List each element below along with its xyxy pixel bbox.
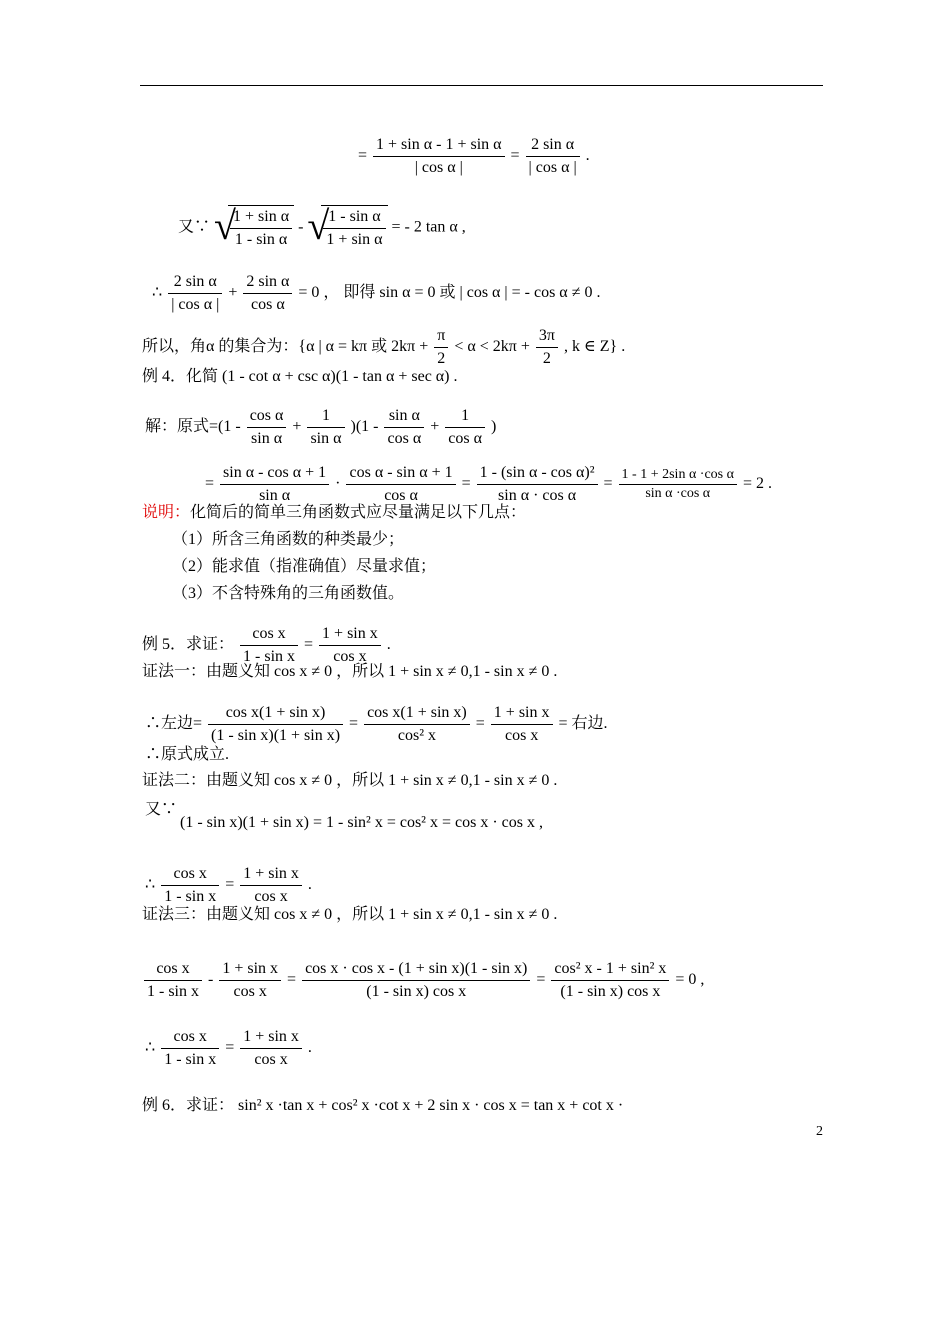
numerator: 1 + sin x <box>319 623 381 646</box>
denominator: cos α <box>251 296 285 313</box>
proof-2-equation: (1 - sin x)(1 + sin x) = 1 - sin² x = cos² x = cos x · cos x , <box>180 814 543 831</box>
square-root: √ $\frac{\text{1 - sin α}}{\text{1 + sin α}}$ <box>307 205 387 251</box>
text: ∴左边= <box>145 715 203 733</box>
denominator: cos α <box>387 430 422 447</box>
denominator: 1 - sin α <box>234 231 288 248</box>
denominator: cos x <box>233 983 267 1000</box>
fraction <box>346 462 455 507</box>
proof-1-intro: 证法一：由题义知 cos x ≠ 0 ，所以 1 + sin x ≠ 0,1 - sin x ≠ 0 . <box>142 663 558 680</box>
denominator: cos² x <box>397 727 436 744</box>
denominator: 2 <box>542 350 551 367</box>
text: · <box>335 475 341 493</box>
fraction <box>323 206 385 251</box>
denominator: cos x <box>504 727 539 744</box>
fraction <box>243 271 292 316</box>
denominator: | cos α | <box>414 159 463 176</box>
numerator: 1 - 1 + 2sin α ·cos α <box>619 466 737 485</box>
text: 例 5．求证： <box>142 636 235 654</box>
denominator: cos x <box>333 648 367 665</box>
numerator: 1 + sin x <box>219 958 281 981</box>
fraction <box>302 958 530 1003</box>
numerator: 1 <box>445 405 485 428</box>
note-label: 说明： <box>142 504 191 521</box>
fraction <box>526 134 580 179</box>
equation-line-16 <box>142 958 704 1003</box>
text: = <box>287 971 297 989</box>
text: = <box>603 475 613 493</box>
text: = 0 ， 即得 sin α = 0 或 | cos α | = - cos α ≠ 0 . <box>298 284 601 302</box>
numerator: 2 sin α <box>168 271 222 294</box>
text: < α < 2kπ + <box>454 338 530 356</box>
numerator: 1 + sin x <box>240 1026 302 1049</box>
text: = <box>358 147 368 165</box>
numerator: 1 - sin α <box>323 206 385 229</box>
text: . <box>307 876 312 894</box>
fraction <box>445 405 485 450</box>
text: ∴ <box>145 1039 156 1057</box>
fraction <box>208 702 343 747</box>
text: 所以，角α 的集合为：{α | α = kπ 或 2kπ + <box>142 338 429 356</box>
text: ∴ <box>145 876 156 894</box>
denominator: (1 - sin x) cos x <box>366 983 467 1000</box>
proof-1-conclusion: ∴原式成立. <box>145 746 230 763</box>
text: + <box>228 284 238 302</box>
text: = <box>536 971 546 989</box>
text: = 2 . <box>742 475 772 493</box>
equation-line-6 <box>145 405 496 450</box>
numerator: cos² x - 1 + sin² x <box>551 958 669 981</box>
numerator: cos α - sin α + 1 <box>346 462 455 485</box>
denominator: sin α ·cos α <box>645 486 711 501</box>
text: . <box>585 147 590 165</box>
fraction <box>364 702 470 747</box>
note-item-2: （2）能求值（指准确值）尽量求值； <box>172 558 437 575</box>
numerator: 1 + sin α <box>230 206 292 229</box>
denominator: 1 - sin x <box>243 648 296 665</box>
numerator: cos x <box>240 623 298 646</box>
text: = <box>225 1039 235 1057</box>
numerator: 1 + sin α - 1 + sin α <box>373 134 504 157</box>
text: = <box>349 715 359 733</box>
text: + <box>292 418 302 436</box>
fraction <box>384 405 424 450</box>
text: = <box>205 475 215 493</box>
numerator: cos x(1 + sin x) <box>208 702 343 725</box>
equation-line-2 <box>178 205 466 251</box>
numerator: 1 + sin x <box>491 702 553 725</box>
denominator: cos α <box>384 487 418 504</box>
equation-line-3 <box>152 271 600 316</box>
equation-line-4 <box>142 325 625 370</box>
text: - <box>298 218 304 236</box>
fraction <box>434 325 448 370</box>
numerator: 1 <box>307 405 344 428</box>
note-text: 化简后的简单三角函数式应尽量满足以下几点： <box>190 504 527 521</box>
numerator: 2 sin α <box>243 271 292 294</box>
page-number: 2 <box>816 1124 823 1139</box>
numerator: cos x <box>161 863 219 886</box>
text: ∴ <box>152 284 163 302</box>
fraction <box>373 134 504 179</box>
denominator: cos x <box>254 1051 288 1068</box>
equation-line-10 <box>145 702 608 747</box>
text: = <box>304 636 314 654</box>
equation-line-17 <box>145 1026 312 1071</box>
denominator: sin α <box>259 487 291 504</box>
numerator: sin α <box>384 405 424 428</box>
text: . <box>307 1039 312 1057</box>
denominator: sin α · cos α <box>498 487 577 504</box>
denominator: | cos α | <box>528 159 577 176</box>
text: )(1 - <box>350 418 379 436</box>
denominator: | cos α | <box>171 296 220 313</box>
denominator: sin α <box>310 430 342 447</box>
denominator: cos α <box>448 430 482 447</box>
fraction <box>536 325 558 370</box>
text: = - 2 tan α , <box>391 218 466 236</box>
text: + <box>430 418 440 436</box>
denominator: cos x <box>254 888 288 905</box>
denominator: 2 <box>437 350 446 367</box>
numerator: π <box>434 325 448 348</box>
numerator: cos x <box>161 1026 219 1049</box>
example-4-title: 例 4．化简 (1 - cot α + csc α)(1 - tan α + sec α) . <box>142 368 458 385</box>
note-item-1: （1）所含三角函数的种类最少； <box>172 531 405 548</box>
numerator: 1 + sin x <box>240 863 302 886</box>
square-root: √ $\frac{\text{1 + sin α}}{\text{1 - sin α}}$ <box>214 205 294 251</box>
note-item-3: （3）不含特殊角的三角函数值。 <box>172 585 405 602</box>
text: = 0 , <box>675 971 705 989</box>
fraction <box>230 206 292 251</box>
text: - <box>208 971 214 989</box>
equation-line-7 <box>205 462 772 507</box>
text: = <box>225 876 235 894</box>
numerator: cos x(1 + sin x) <box>364 702 470 725</box>
denominator: sin α <box>251 430 283 447</box>
text: . <box>386 636 391 654</box>
denominator: (1 - sin x) cos x <box>560 983 661 1000</box>
numerator: sin α - cos α + 1 <box>220 462 329 485</box>
proof-3-intro: 证法三：由题义知 cos x ≠ 0 ，所以 1 + sin x ≠ 0,1 - sin x ≠ 0 . <box>142 906 558 923</box>
text: = <box>510 147 520 165</box>
numerator: cos x <box>144 958 202 981</box>
text: = 右边. <box>558 715 608 733</box>
fraction <box>168 271 222 316</box>
fraction <box>240 863 302 908</box>
fraction <box>144 958 202 1003</box>
fraction <box>220 462 329 507</box>
fraction <box>551 958 669 1003</box>
text: = <box>461 475 471 493</box>
proof-2-intro: 证法二：由题义知 cos x ≠ 0 ，所以 1 + sin x ≠ 0,1 - sin x ≠ 0 . <box>142 772 558 789</box>
denominator: 1 - sin x <box>147 983 199 1000</box>
denominator: (1 - sin x)(1 + sin x) <box>211 727 341 744</box>
denominator: 1 - sin x <box>164 888 217 905</box>
numerator: 3π <box>536 325 558 348</box>
text: ) <box>490 418 497 436</box>
numerator: cos x · cos x - (1 + sin x)(1 - sin x) <box>302 958 530 981</box>
text: 解：原式=(1 - <box>145 418 241 436</box>
fraction <box>477 462 598 507</box>
fraction <box>161 1026 219 1071</box>
fraction <box>247 405 287 450</box>
fraction <box>619 466 737 503</box>
equation-line-14 <box>145 863 312 908</box>
denominator: 1 + sin α <box>326 231 383 248</box>
note-line <box>142 503 526 523</box>
text: = <box>475 715 485 733</box>
fraction <box>219 958 281 1003</box>
text: 例 6．求证： <box>142 1097 235 1114</box>
fraction <box>307 405 344 450</box>
example-6-title <box>142 1096 623 1116</box>
fraction <box>491 702 553 747</box>
fraction <box>240 1026 302 1071</box>
numerator: cos α <box>247 405 287 428</box>
proof-2-pre: 又∵ <box>145 801 178 818</box>
text: 又∵ <box>178 218 211 236</box>
numerator: 1 - (sin α - cos α)² <box>477 462 598 485</box>
text: , k ∈ Z} . <box>563 338 626 356</box>
equation-line-1 <box>358 134 590 179</box>
numerator: 2 sin α <box>526 134 580 157</box>
fraction <box>161 863 219 908</box>
header-rule <box>140 85 823 86</box>
denominator: 1 - sin x <box>164 1051 217 1068</box>
equation: sin² x ·tan x + cos² x ·cot x + 2 sin x · cos x = tan x + cot x · <box>238 1097 624 1114</box>
